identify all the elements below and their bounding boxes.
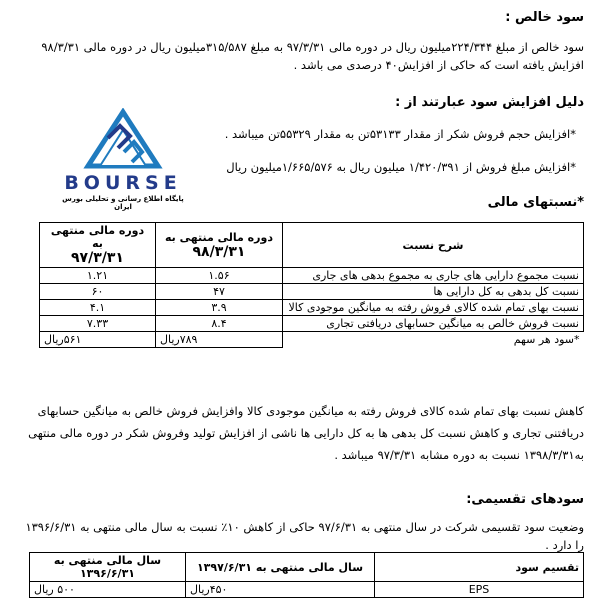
dividends-value-1396: ۵۰۰ ریال bbox=[30, 582, 186, 598]
dividends-title: سودهای تقسیمی: bbox=[466, 492, 584, 507]
ratio-value-97: ۶۰ bbox=[40, 284, 156, 300]
reason-item: *افزایش مبلغ فروش از ۱/۴۲۰/۳۹۱ میلیون ریال به ۱/۶۶۵/۵۷۶میلیون ریال bbox=[226, 160, 576, 174]
dividends-header-row bbox=[30, 553, 584, 582]
table-row bbox=[30, 582, 584, 598]
ratios-header-98-line1: دوره مالی منتهی به bbox=[165, 230, 273, 244]
ratio-label: نسبت فروش خالص به میانگین حسابهای دریافتی تجاری bbox=[283, 316, 584, 332]
table-row bbox=[40, 316, 584, 332]
net-profit-title: سود خالص : bbox=[505, 10, 584, 25]
dividends-paragraph: وضعیت سود تقسیمی شرکت در سال منتهی به ۹۷/۶/۳۱ حاکی از کاهش ۱۰٪ نسبت به سال مالی منتهی به ۱۳۹۶/۶/۳۱ را دارد . bbox=[25, 520, 584, 552]
dividends-header-1397: سال مالی منتهی به ۱۳۹۷/۶/۳۱ bbox=[186, 553, 375, 582]
bourse-logo-word: BOURSE bbox=[64, 172, 182, 194]
bourse-logo bbox=[58, 108, 188, 211]
ratio-value-97: ۴.۱ bbox=[40, 300, 156, 316]
ratios-table bbox=[39, 222, 584, 348]
ratio-label: نسبت بهای تمام شده کالای فروش رفته به میانگین موجودی کالا bbox=[283, 300, 584, 316]
ratio-label: *سود هر سهم bbox=[513, 333, 580, 347]
ratios-header-98-line2: ۹۸/۳/۳۱ bbox=[192, 243, 246, 260]
dividends-table bbox=[29, 552, 584, 598]
reason-item: *افزایش حجم فروش شکر از مقدار ۵۳۱۳۳تن به مقدار ۵۵۳۲۹تن میباشد . bbox=[224, 127, 576, 141]
table-row bbox=[40, 284, 584, 300]
table-row bbox=[40, 268, 584, 284]
dividends-value-1397: ۴۵۰ریال bbox=[186, 582, 375, 598]
ratio-value-98: ۷۸۹ریال bbox=[156, 332, 283, 348]
ratios-header-description: شرح نسبت bbox=[283, 223, 584, 268]
ratio-value-98: ۸.۴ bbox=[156, 316, 283, 332]
ratios-title: *نسبتهای مالی bbox=[487, 195, 584, 210]
table-row bbox=[40, 300, 584, 316]
ratio-value-98: ۳.۹ bbox=[156, 300, 283, 316]
ratio-label: نسبت کل بدهی به کل دارایی ها bbox=[283, 284, 584, 300]
ratios-header-97 bbox=[40, 223, 156, 268]
ratio-value-98: ۴۷ bbox=[156, 284, 283, 300]
dividends-header-label: تقسیم سود bbox=[375, 553, 584, 582]
reasons-title: دلیل افزایش سود عبارتند از : bbox=[395, 95, 584, 110]
bourse-logo-icon bbox=[58, 108, 188, 170]
dividends-header-1396: سال مالی منتهی به ۱۳۹۶/۶/۳۱ bbox=[30, 553, 186, 582]
dividends-row-label: EPS bbox=[375, 582, 584, 598]
net-profit-paragraph: سود خالص از مبلغ ۲۲۴/۳۴۴میلیون ریال در دوره مالی ۹۷/۳/۳۱ به مبلغ ۳۱۵/۵۸۷میلیون ریال در دوره مالی ۹۸/۳/۳۱ افزایش یافته است که حاکی از افزایش۴۰ درصدی می باشد . bbox=[41, 40, 584, 72]
ratios-header-row bbox=[40, 223, 584, 268]
ratio-value-97: ۵۶۱ریال bbox=[40, 332, 156, 348]
ratio-label: نسبت مجموع دارایی های جاری به مجموع بدهی های جاری bbox=[283, 268, 584, 284]
ratios-header-97-line2: ۹۷/۳/۳۱ bbox=[71, 250, 124, 266]
ratio-value-97: ۷.۳۳ bbox=[40, 316, 156, 332]
ratios-header-98 bbox=[156, 223, 283, 268]
ratio-value-97: ۱.۲۱ bbox=[40, 268, 156, 284]
table-row bbox=[40, 332, 584, 348]
analysis-paragraph: کاهش نسبت بهای تمام شده کالای فروش رفته به میانگین موجودی کالا وافزایش فروش خالص به میانگین حسابهای دریافتنی تجاری و کاهش نسبت کل بدهی ها به کل دارایی ها ناشی از افزایش تولید وفروش شکر در دوره مالی منتهی به۱۳۹۸/۳/۳۱ نسبت به دوره مشابه ۹۷/۳/۳۱ میباشد . bbox=[28, 404, 584, 462]
ratio-value-98: ۱.۵۶ bbox=[156, 268, 283, 284]
bourse-logo-subtitle: پایگاه اطلاع رسانی و تحلیلی بورس ایران bbox=[62, 195, 184, 211]
ratios-header-97-line1: دوره مالی منتهی به bbox=[50, 224, 145, 250]
